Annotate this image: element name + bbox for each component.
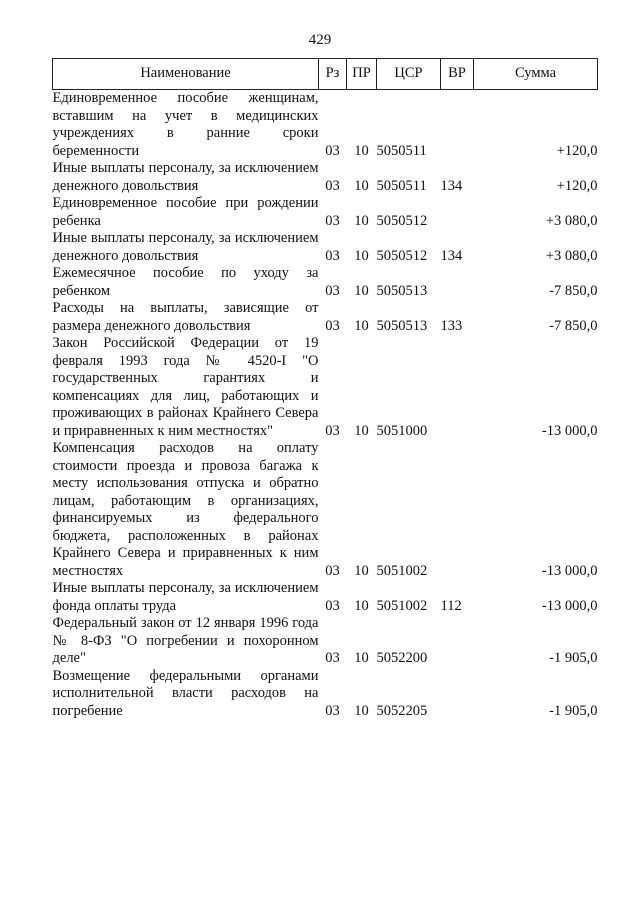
row-rz: 03: [325, 597, 340, 614]
row-vr: [441, 335, 474, 440]
table-row: [53, 160, 598, 195]
row-name: Единовременное пособие женщинам, вставшим на учет в медицинских учреждениях в ранние сроки беременности: [52, 90, 319, 159]
row-pr: 10: [354, 422, 369, 439]
row-sum: +120,0: [556, 142, 598, 159]
table-body: [53, 90, 598, 721]
row-pr: 10: [354, 317, 369, 334]
table-row: [53, 580, 598, 615]
row-name: Иные выплаты персоналу, за исключением денежного довольствия: [52, 230, 319, 264]
row-vr: 134: [440, 247, 463, 264]
row-pr: 10: [354, 562, 369, 579]
table-row: [53, 668, 598, 721]
row-csr: 5052200: [376, 650, 428, 666]
row-sum: -1 905,0: [549, 650, 598, 666]
header-rz: Рз: [319, 59, 347, 90]
row-rz: 03: [325, 317, 340, 334]
row-pr: 10: [354, 282, 369, 299]
row-pr: 10: [354, 702, 369, 719]
row-rz: 03: [325, 562, 340, 579]
row-vr: [441, 440, 474, 580]
row-vr: 112: [440, 597, 462, 614]
table-row: [53, 265, 598, 300]
row-rz: 03: [325, 282, 340, 299]
row-rz: 03: [325, 247, 340, 264]
row-sum: -7 850,0: [549, 317, 598, 334]
row-csr: 5050511: [376, 177, 427, 194]
row-name: Федеральный закон от 12 января 1996 года № 8-ФЗ "О погребении и похоронном деле": [52, 615, 319, 666]
row-pr: 10: [354, 650, 369, 666]
row-name: Закон Российской Федерации от 19 февраля 1993 года № 4520-I "О государственных гарантиях и компенсациях для лиц, работающих и проживающих в районах Крайнего Севера и приравненных к ним местностях": [52, 335, 319, 439]
row-vr: 134: [440, 177, 463, 194]
row-rz: 03: [325, 142, 340, 159]
row-name: Возмещение федеральными органами исполнительной власти расходов на погребение: [52, 667, 319, 719]
row-pr: 10: [354, 177, 369, 194]
row-pr: 10: [354, 247, 369, 264]
table-row: [53, 300, 598, 335]
row-vr: 133: [440, 317, 463, 334]
row-sum: +3 080,0: [545, 212, 598, 229]
table-row: [53, 440, 598, 580]
row-pr: 10: [354, 142, 369, 159]
row-name: Иные выплаты персоналу, за исключением денежного довольствия: [52, 160, 319, 194]
table-row: [53, 195, 598, 230]
row-sum: -13 000,0: [541, 562, 598, 579]
row-vr: [441, 265, 474, 300]
row-sum: +120,0: [556, 177, 598, 194]
header-name: Наименование: [53, 59, 319, 90]
row-vr: [441, 668, 474, 721]
row-pr: 10: [354, 212, 369, 229]
row-rz: 03: [325, 702, 340, 719]
header-pr: ПР: [347, 59, 377, 90]
row-csr: 5051002: [376, 597, 428, 614]
row-name: Расходы на выплаты, зависящие от размера денежного довольствия: [52, 300, 319, 334]
table-header: [53, 59, 598, 90]
page-number: 429: [308, 32, 332, 48]
row-csr: 5051002: [376, 562, 428, 579]
budget-table: [52, 58, 598, 720]
row-csr: 5050512: [376, 212, 428, 229]
row-name: Единовременное пособие при рождении ребенка: [52, 195, 319, 229]
row-pr: 10: [354, 597, 369, 614]
table-row: [53, 90, 598, 161]
row-rz: 03: [325, 177, 340, 194]
row-vr: [441, 195, 474, 230]
row-vr: [441, 90, 474, 161]
row-sum: -7 850,0: [549, 282, 598, 299]
table-row: [53, 615, 598, 668]
header-sum: Сумма: [474, 59, 598, 90]
header-row: [53, 59, 598, 90]
row-sum: -13 000,0: [541, 422, 598, 439]
row-sum: +3 080,0: [545, 247, 598, 264]
row-rz: 03: [325, 422, 340, 439]
row-name: Ежемесячное пособие по уходу за ребенком: [52, 265, 319, 299]
row-rz: 03: [325, 650, 340, 666]
row-sum: -1 905,0: [549, 702, 598, 719]
table-row: [53, 230, 598, 265]
row-csr: 5051000: [376, 422, 428, 439]
table-row: [53, 335, 598, 440]
row-csr: 5050512: [376, 247, 428, 264]
row-sum: -13 000,0: [541, 597, 598, 614]
row-rz: 03: [325, 212, 340, 229]
header-vr: ВР: [441, 59, 474, 90]
row-name: Компенсация расходов на оплату стоимости проезда и провоза багажа к месту использования отпуска и обратно лицам, работающим в организациях, финансируемых из федерального бюджета, расположенных в районах Крайнего Севера и приравненных к ним местностях: [52, 440, 319, 579]
row-csr: 5050513: [376, 282, 428, 299]
row-csr: 5050511: [376, 142, 427, 159]
row-vr: [441, 615, 474, 668]
row-name: Иные выплаты персоналу, за исключением фонда оплаты труда: [52, 580, 319, 614]
row-csr: 5050513: [376, 317, 428, 334]
header-csr: ЦСР: [377, 59, 441, 90]
row-csr: 5052205: [376, 702, 428, 719]
